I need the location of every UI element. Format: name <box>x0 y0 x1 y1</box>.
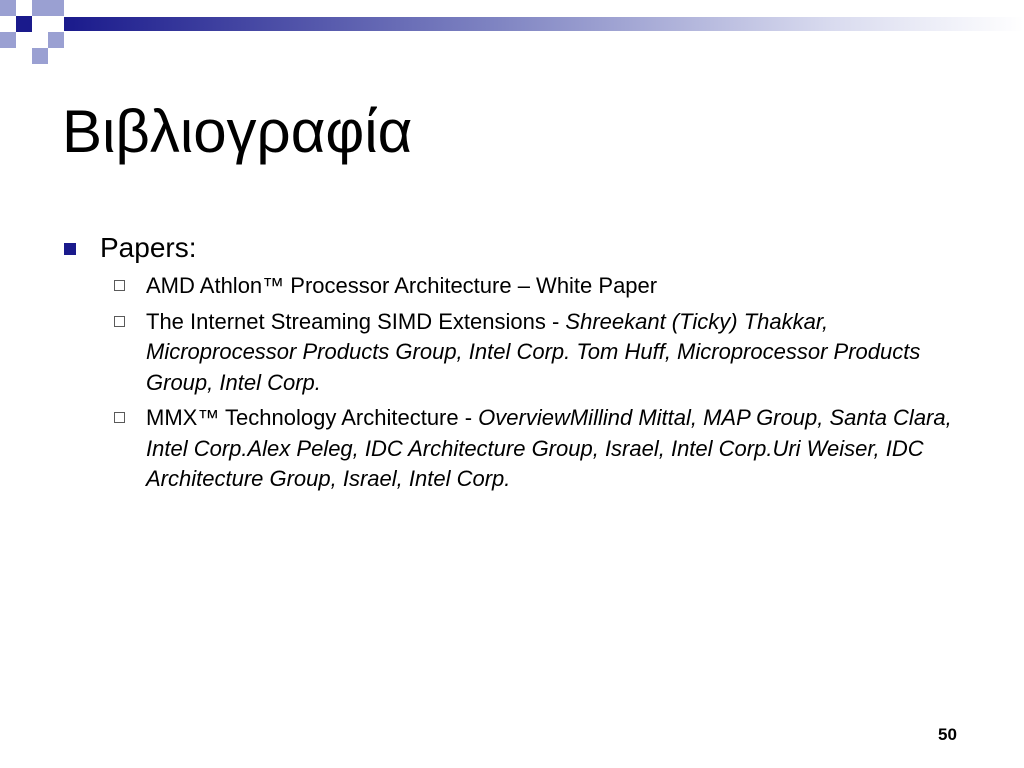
decor-square <box>0 32 16 48</box>
decor-square <box>32 0 48 16</box>
bullet-list <box>62 228 972 500</box>
list-item <box>146 307 972 399</box>
list-item <box>146 271 972 302</box>
bullet-papers <box>62 228 972 268</box>
hollow-square-bullet-icon <box>114 316 125 327</box>
papers-sublist <box>62 271 972 495</box>
hollow-square-bullet-icon <box>114 280 125 291</box>
page-number: 50 <box>938 725 957 744</box>
paper-authors: Shreekant (Ticky) Thakkar, Microprocessor Products Group, Intel Corp. Tom Huff, Microprocessor Products Group, Intel Corp. <box>146 308 921 395</box>
decor-square <box>0 0 16 16</box>
paper-title: The Internet Streaming SIMD Extensions - <box>146 308 566 334</box>
decor-square <box>16 16 32 32</box>
paper-title: MMX™ Technology Architecture - <box>146 405 479 430</box>
decor-square <box>48 32 64 48</box>
page-title: Βιβλιογραφία <box>62 98 413 165</box>
paper-authors: OverviewMillind Mittal, MAP Group, Santa Clara, Intel Corp.Alex Peleg, IDC Architecture Group, Israel, Intel Corp.Uri Weiser, IDC Architecture Group, Israel, Intel Corp. <box>146 405 952 491</box>
list-item <box>146 403 972 495</box>
decor-square <box>32 48 48 64</box>
header-gradient-bar <box>64 17 1024 31</box>
bullet-label: Papers: <box>100 232 197 263</box>
header-decoration <box>0 0 1024 64</box>
hollow-square-bullet-icon <box>114 412 125 423</box>
paper-title: AMD Athlon™ Processor Architecture – White Paper <box>146 273 658 298</box>
decor-square <box>48 0 64 16</box>
filled-square-bullet-icon <box>64 243 76 255</box>
